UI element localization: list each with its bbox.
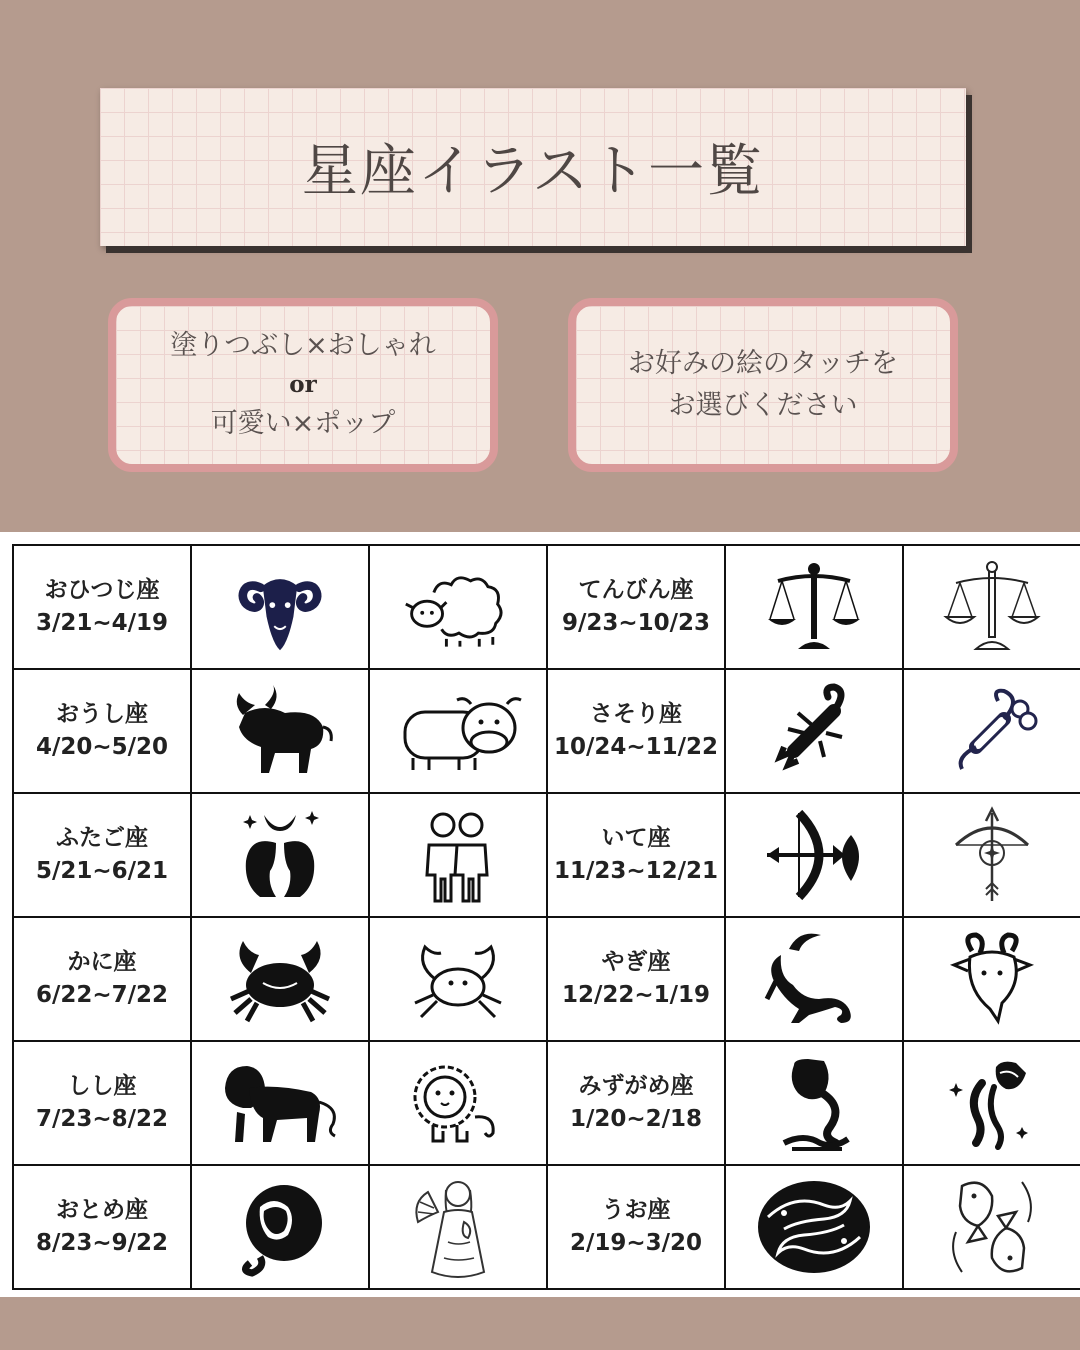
table-row <box>13 917 1080 1041</box>
sign-name: おひつじ座 <box>44 576 160 603</box>
taurus-cow-cute-icon <box>369 669 547 793</box>
capricorn-goat-cute-icon <box>903 917 1080 1041</box>
sign-dates: 11/23~12/21 <box>553 858 719 884</box>
pisces-fish-filled-icon <box>725 1165 903 1289</box>
sign-name: かに座 <box>67 948 137 975</box>
sign-dates: 7/23~8/22 <box>35 1106 169 1132</box>
table-row <box>13 669 1080 793</box>
sign-label <box>13 669 191 793</box>
virgo-maiden-filled-icon <box>191 1165 369 1289</box>
sign-label <box>13 1041 191 1165</box>
zodiac-table-panel <box>0 532 1080 1297</box>
capricorn-goat-filled-icon <box>725 917 903 1041</box>
sign-name: てんびん座 <box>578 576 694 603</box>
table-row <box>13 545 1080 669</box>
gemini-twins-filled-icon <box>191 793 369 917</box>
sign-dates: 8/23~9/22 <box>35 1230 169 1256</box>
aries-ram-filled-icon <box>191 545 369 669</box>
sign-label <box>547 669 725 793</box>
sagittarius-bow-filled-icon <box>725 793 903 917</box>
page-title: 星座イラスト一覧 <box>301 139 765 204</box>
table-row <box>13 1041 1080 1165</box>
sign-label <box>547 545 725 669</box>
sign-label <box>13 793 191 917</box>
gemini-twins-cute-icon <box>369 793 547 917</box>
table-row <box>13 793 1080 917</box>
scorpio-scorpion-filled-icon <box>725 669 903 793</box>
libra-scales-cute-icon <box>903 545 1080 669</box>
sign-dates: 12/22~1/19 <box>561 982 711 1008</box>
virgo-angel-cute-icon <box>369 1165 547 1289</box>
table-row <box>13 1165 1080 1289</box>
sign-label <box>547 1041 725 1165</box>
sign-name: やぎ座 <box>601 948 671 975</box>
sign-dates: 9/23~10/23 <box>561 610 711 636</box>
sign-name: いて座 <box>601 824 671 851</box>
sign-dates: 4/20~5/20 <box>35 734 169 760</box>
sign-name: さそり座 <box>590 700 682 727</box>
style-option-filled: 塗りつぶし×おしゃれ <box>170 330 436 362</box>
leo-lion-filled-icon <box>191 1041 369 1165</box>
sign-label <box>13 917 191 1041</box>
sign-name: うお座 <box>601 1196 671 1223</box>
sign-name: ふたご座 <box>56 824 148 851</box>
zodiac-table <box>12 544 1080 1290</box>
cancer-crab-cute-icon <box>369 917 547 1041</box>
aries-sheep-cute-icon <box>369 545 547 669</box>
leo-lion-cute-icon <box>369 1041 547 1165</box>
aquarius-water-jar-cute-icon <box>903 1041 1080 1165</box>
taurus-bull-filled-icon <box>191 669 369 793</box>
libra-scales-filled-icon <box>725 545 903 669</box>
instruction-line-2: お選びください <box>668 390 858 421</box>
pisces-fish-cute-icon <box>903 1165 1080 1289</box>
sign-dates: 10/24~11/22 <box>553 734 719 760</box>
sign-name: おうし座 <box>56 700 148 727</box>
sign-label <box>13 545 191 669</box>
bottom-strip <box>0 1297 1080 1350</box>
style-options-card <box>108 298 498 472</box>
sagittarius-bow-cute-icon <box>903 793 1080 917</box>
sign-dates: 6/22~7/22 <box>35 982 169 1008</box>
style-option-cute: 可愛い×ポップ <box>210 407 396 439</box>
sign-dates: 1/20~2/18 <box>569 1106 703 1132</box>
instruction-card <box>568 298 958 472</box>
instruction-line-1: お好みの絵のタッチを <box>628 348 898 380</box>
title-card <box>100 88 966 246</box>
scorpio-scorpion-cute-icon <box>903 669 1080 793</box>
sign-label <box>547 917 725 1041</box>
sign-label <box>13 1165 191 1289</box>
aquarius-water-jar-filled-icon <box>725 1041 903 1165</box>
sign-name: しし座 <box>67 1072 137 1099</box>
sign-dates: 3/21~4/19 <box>35 610 169 636</box>
sign-name: みずがめ座 <box>578 1072 694 1099</box>
sign-label <box>547 793 725 917</box>
sign-name: おとめ座 <box>56 1196 148 1223</box>
cancer-crab-filled-icon <box>191 917 369 1041</box>
or-text: or <box>289 371 317 399</box>
sign-dates: 2/19~3/20 <box>569 1230 703 1256</box>
sign-dates: 5/21~6/21 <box>35 858 169 884</box>
sign-label <box>547 1165 725 1289</box>
